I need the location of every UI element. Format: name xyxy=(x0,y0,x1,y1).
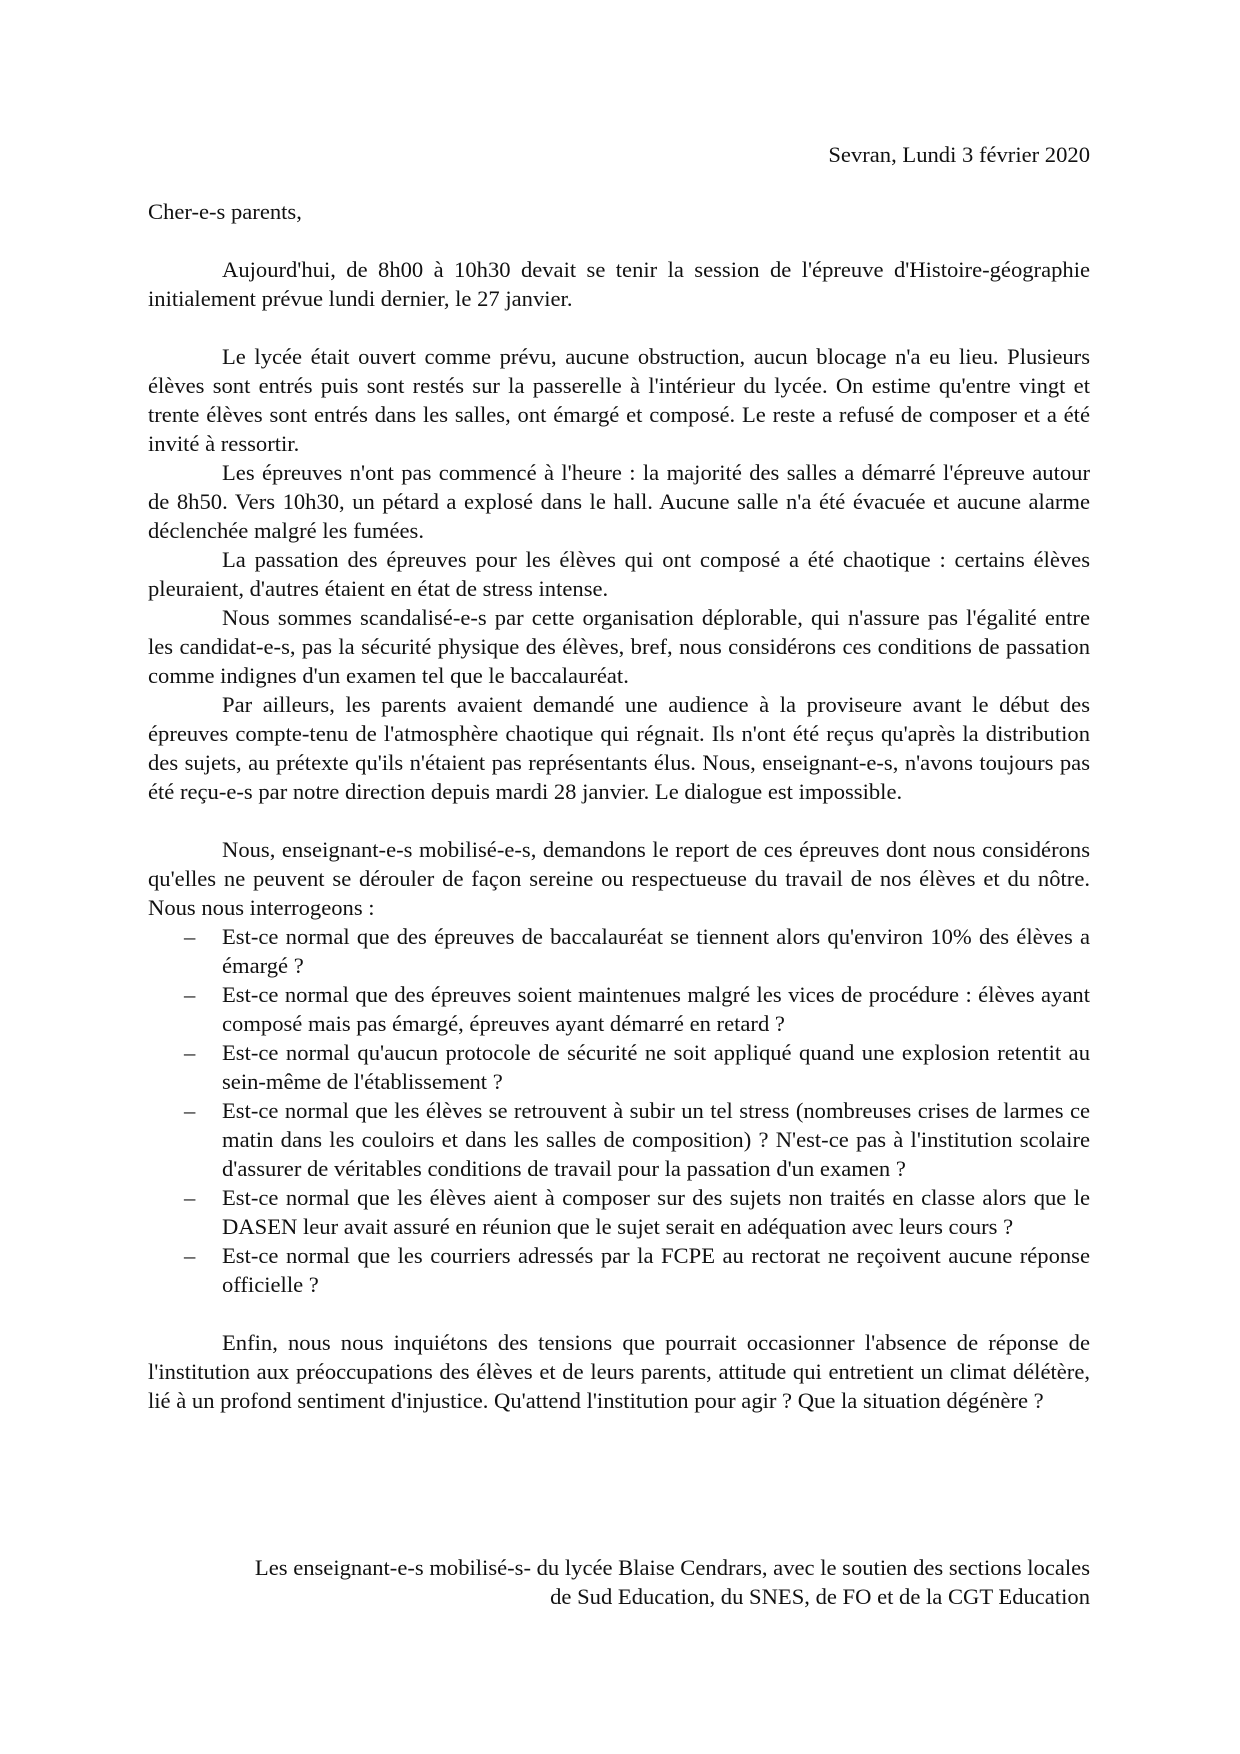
body-paragraph: Le lycée était ouvert comme prévu, aucune obstruction, aucun blocage n'a eu lieu. Plusieurs élèves sont entrés puis sont restés sur la passerelle à l'intérieur du lycée. On estime qu'entre vingt et trente élèves sont entrés dans les salles, ont émargé et composé. Le reste a refusé de composer et a été invité à ressortir. xyxy=(148,344,1090,456)
questions-list xyxy=(148,922,1090,1299)
dash-bullet: – xyxy=(184,1243,196,1268)
dash-bullet: – xyxy=(184,1098,196,1123)
body-paragraph: Par ailleurs, les parents avaient demandé une audience à la proviseure avant le début des épreuves compte-tenu de l'atmosphère chaotique qui régnait. Ils n'ont été reçus qu'après la distribution des sujets, au prétexte qu'ils n'étaient pas représentants élus. Nous, enseignant-e-s, n'avons toujours pas été reçu-e-s par notre direction depuis mardi 28 janvier. Le dialogue est impossible. xyxy=(148,692,1090,804)
list-item xyxy=(148,980,1090,1038)
list-item xyxy=(148,1183,1090,1241)
dash-bullet: – xyxy=(184,982,196,1007)
intro-paragraph: Aujourd'hui, de 8h00 à 10h30 devait se tenir la session de l'épreuve d'Histoire-géographie initialement prévue lundi dernier, le 27 janvier. xyxy=(148,257,1090,311)
question-text: Est-ce normal que des épreuves de baccalauréat se tiennent alors qu'environ 10% des élèves a émargé ? xyxy=(222,924,1090,978)
list-item xyxy=(148,1241,1090,1299)
signature-line: Les enseignant-e-s mobilisé-s- du lycée Blaise Cendrars, avec le soutien des sections locales xyxy=(254,1555,1090,1580)
list-item xyxy=(148,1038,1090,1096)
letter-body xyxy=(148,255,1090,1415)
body-paragraph: La passation des épreuves pour les élèves qui ont composé a été chaotique : certains élèves pleuraient, d'autres étaient en état de stress intense. xyxy=(148,547,1090,601)
body-paragraph: Nous sommes scandalisé-e-s par cette organisation déplorable, qui n'assure pas l'égalité entre les candidat-e-s, pas la sécurité physique des élèves, bref, nous considérons ces conditions de passation comme indignes d'un examen tel que le baccalauréat. xyxy=(148,605,1090,688)
list-item xyxy=(148,922,1090,980)
dash-bullet: – xyxy=(184,924,196,949)
list-item xyxy=(148,1096,1090,1183)
question-text: Est-ce normal qu'aucun protocole de sécurité ne soit appliqué quand une explosion retentit au sein-même de l'établissement ? xyxy=(222,1040,1090,1094)
greeting: Cher-e-s parents, xyxy=(148,199,302,224)
demands-paragraph: Nous, enseignant-e-s mobilisé-e-s, demandons le report de ces épreuves dont nous considérons qu'elles ne peuvent se dérouler de façon sereine ou respectueuse du travail de nos élèves et du nôtre. Nous nous interrogeons : xyxy=(148,837,1090,920)
signature-block xyxy=(130,1553,1090,1611)
signature-line: de Sud Education, du SNES, de FO et de la CGT Education xyxy=(550,1584,1090,1609)
question-text: Est-ce normal que des épreuves soient maintenues malgré les vices de procédure : élèves ayant composé mais pas émargé, épreuves ayant démarré en retard ? xyxy=(222,982,1090,1036)
date-line: Sevran, Lundi 3 février 2020 xyxy=(828,142,1090,167)
question-text: Est-ce normal que les élèves se retrouvent à subir un tel stress (nombreuses crises de larmes ce matin dans les couloirs et dans les salles de composition) ? N'est-ce pas à l'institution scolaire d'assurer de véritables conditions de travail pour la passation d'un examen ? xyxy=(222,1098,1090,1181)
question-text: Est-ce normal que les courriers adressés par la FCPE au rectorat ne reçoivent aucune réponse officielle ? xyxy=(222,1243,1090,1297)
question-text: Est-ce normal que les élèves aient à composer sur des sujets non traités en classe alors que le DASEN leur avait assuré en réunion que le sujet serait en adéquation avec leurs cours ? xyxy=(222,1185,1090,1239)
body-paragraph: Les épreuves n'ont pas commencé à l'heure : la majorité des salles a démarré l'épreuve autour de 8h50. Vers 10h30, un pétard a explosé dans le hall. Aucune salle n'a été évacuée et aucune alarme déclenchée malgré les fumées. xyxy=(148,460,1090,543)
conclusion-paragraph: Enfin, nous nous inquiétons des tensions que pourrait occasionner l'absence de réponse de l'institution aux préoccupations des élèves et de leurs parents, attitude qui entretient un climat délétère, lié à un profond sentiment d'injustice. Qu'attend l'institution pour agir ? Que la situation dégénère ? xyxy=(148,1330,1090,1413)
dash-bullet: – xyxy=(184,1040,196,1065)
dash-bullet: – xyxy=(184,1185,196,1210)
